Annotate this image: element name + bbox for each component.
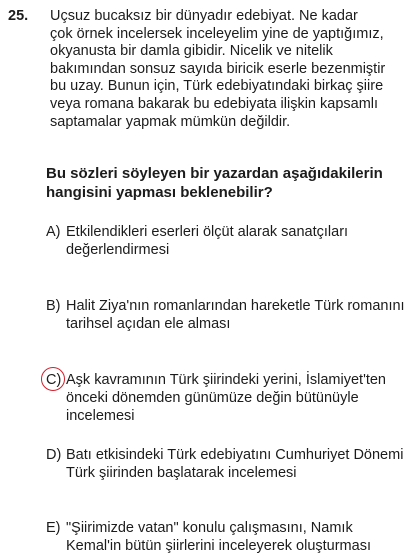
option-text <box>66 519 371 555</box>
option-text <box>66 371 386 425</box>
passage-line: bu uzay. Bunun için, Türk edebiyatındaki birkaç şiire <box>50 78 384 95</box>
question-number: 25. <box>8 8 29 24</box>
option-text <box>66 297 405 333</box>
option-line: önceki dönemden günümüze değin bütünüyle <box>66 390 359 406</box>
option-line: Batı etkisindeki Türk edebiyatını Cumhuriyet Dönemi <box>66 447 404 463</box>
passage-line: Uçsuz bucaksız bir dünyadır edebiyat. Ne kadar <box>50 8 358 24</box>
question-prompt <box>46 164 406 202</box>
prompt-line: Bu sözleri söyleyen bir yazardan aşağıdakilerin <box>46 165 383 182</box>
option-line: Etkilendikleri eserleri ölçüt alarak sanatçıları <box>66 224 349 240</box>
option-text <box>66 223 348 259</box>
passage-line: veya romana bakarak bu edebiyata ilişkin kapsamlı <box>50 95 379 112</box>
passage-line: bakımından sonsuz sayıda biricik eserle bezenmiştir <box>50 60 386 77</box>
option-line: Halit Ziya'nın romanlarından hareketle Türk romanını <box>66 298 405 314</box>
option-letter: C) <box>46 372 62 388</box>
option-letter: E) <box>46 520 61 536</box>
option-line: "Şiirimizde vatan" konulu çalışmasını, Namık <box>66 520 353 536</box>
option-line: Aşk kavramının Türk şiirindeki yerini, İslamiyet'ten <box>66 372 386 388</box>
prompt-line: hangisini yapması beklenebilir? <box>46 184 273 201</box>
option-letter: B) <box>46 298 61 314</box>
passage-line: çok örnek incelersek inceleyelim yine de yaptığımız, <box>50 25 384 42</box>
question-passage <box>50 8 400 131</box>
option-line: tarihsel açıdan ele alması <box>66 316 231 332</box>
option-line: değerlendirmesi <box>66 242 170 258</box>
option-letter: A) <box>46 224 61 240</box>
option-line: Türk şiirinden başlatarak incelemesi <box>66 465 297 481</box>
option-letter: D) <box>46 447 62 463</box>
passage-line: okyanusta bir damla gibidir. Nicelik ve nitelik <box>50 43 333 60</box>
option-text <box>66 446 403 482</box>
option-line: incelemesi <box>66 408 135 424</box>
option-line: Kemal'in bütün şiirlerini inceleyerek oluşturması <box>66 538 371 554</box>
passage-line: saptamalar yapmak mümkün değildir. <box>50 113 291 130</box>
